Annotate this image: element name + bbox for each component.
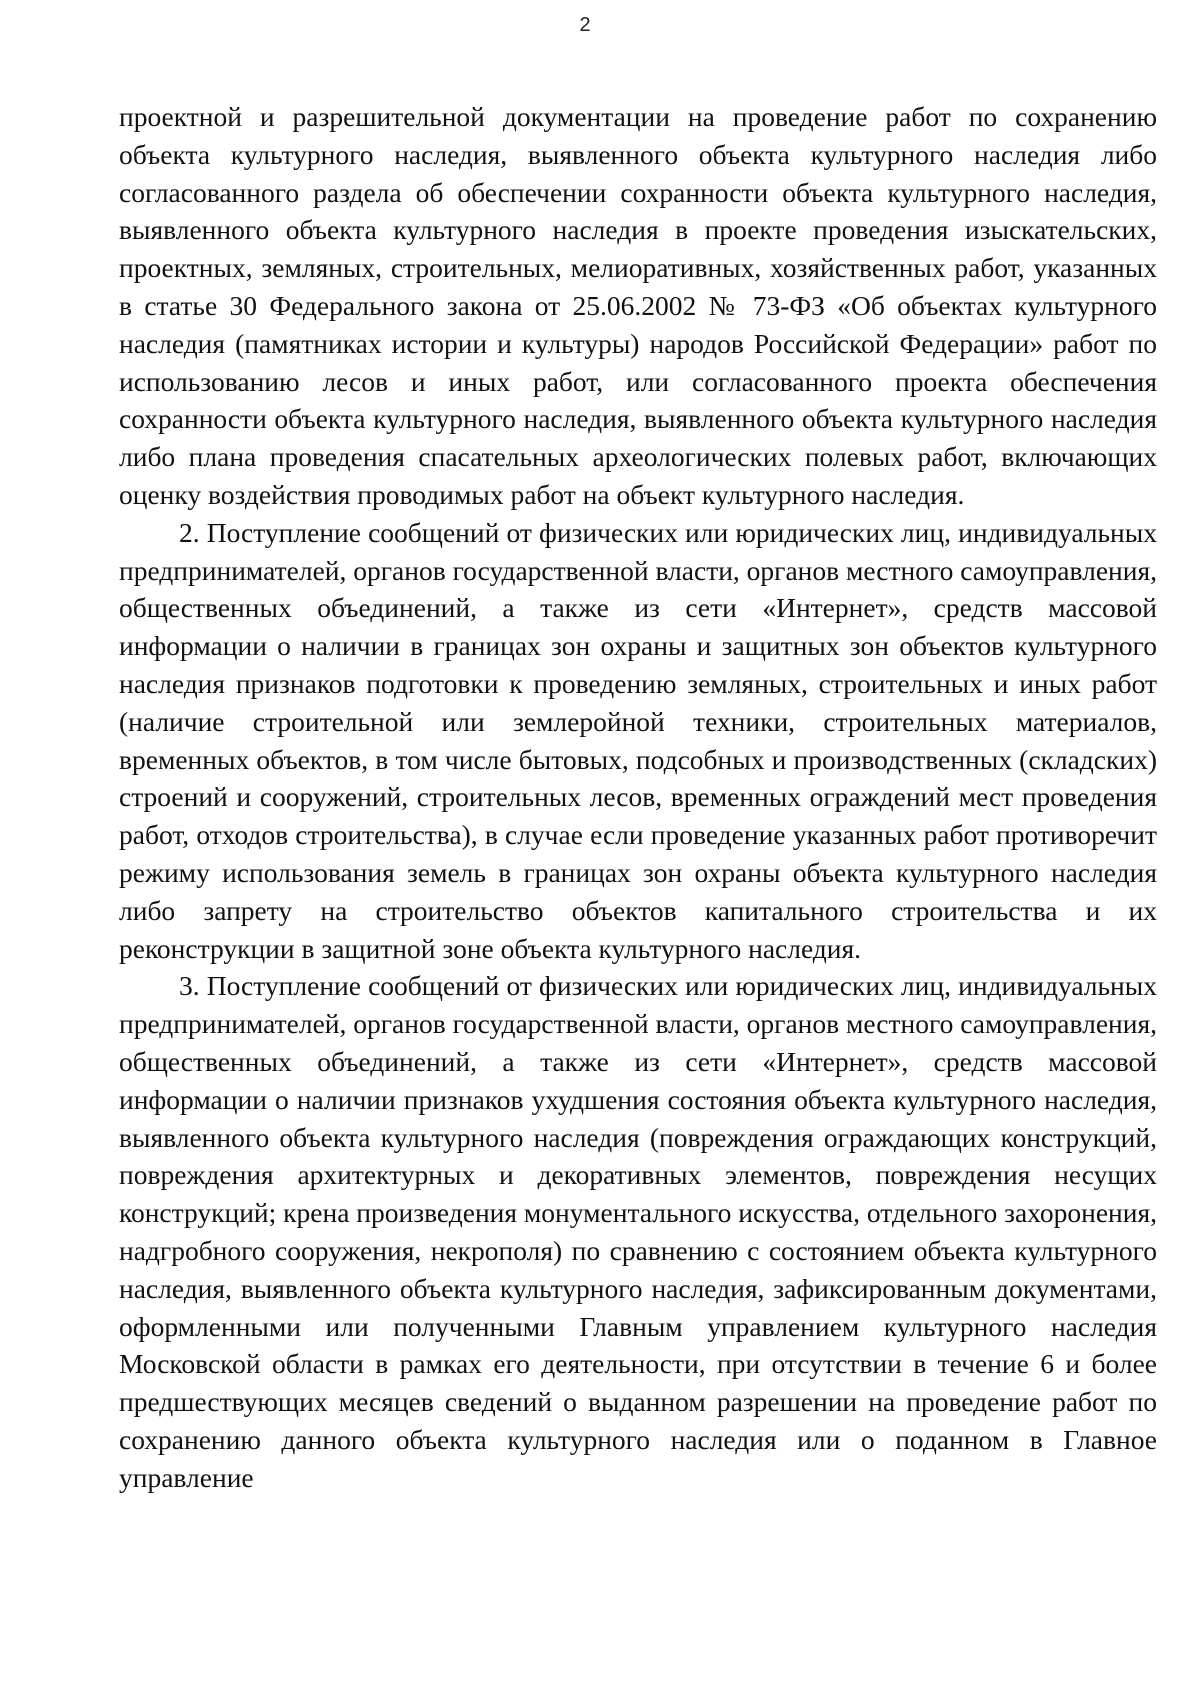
document-body (119, 98, 1157, 1496)
paragraph-item-3: 3. Поступление сообщений от физических или юридических лиц, индивидуальных предпринимателей, органов государственной власти, органов местного самоуправления, общественных объединений, а также из сети «Интернет», средств массовой информации о наличии признаков ухудшения состояния объекта культурного наследия, выявленного объекта культурного наследия (повреждения ограждающих конструкций, повреждения архитектурных и декоративных элементов, повреждения несущих конструкций; крена произведения монументального искусства, отдельного захоронения, надгробного сооружения, некрополя) по сравнению с состоянием объекта культурного наследия, выявленного объекта культурного наследия, зафиксированным документами, оформленными или полученными Главным управлением культурного наследия Московской области в рамках его деятельности, при отсутствии в течение 6 и более предшествующих месяцев сведений о выданном разрешении на проведение работ по сохранению данного объекта культурного наследия или о поданном в Главное управление (119, 970, 1157, 1493)
paragraph-continuation: проектной и разрешительной документации на проведение работ по сохранению объекта культурного наследия, выявленного объекта культурного наследия либо согласованного раздела об обеспечении сохранности объекта культурного наследия, выявленного объекта культурного наследия в проекте проведения изыскательских, проектных, земляных, строительных, мелиоративных, хозяйственных работ, указанных в статье 30 Федерального закона от 25.06.2002 № 73-ФЗ «Об объектах культурного наследия (памятниках истории и культуры) народов Российской Федерации» работ по использованию лесов и иных работ, или согласованного проекта обеспечения сохранности объекта культурного наследия, выявленного объекта культурного наследия либо плана проведения спасательных археологических полевых работ, включающих оценку воздействия проводимых работ на объект культурного наследия. (119, 101, 1157, 510)
page-number: 2 (579, 14, 591, 36)
paragraph-item-2: 2. Поступление сообщений от физических или юридических лиц, индивидуальных предпринимателей, органов государственной власти, органов местного самоуправления, общественных объединений, а также из сети «Интернет», средств массовой информации о наличии в границах зон охраны и защитных зон объектов культурного наследия признаков подготовки к проведению земляных, строительных и иных работ (наличие строительной или землеройной техники, строительных материалов, временных объектов, в том числе бытовых, подсобных и производственных (складских) строений и сооружений, строительных лесов, временных ограждений мест проведения работ, отходов строительства), в случае если проведение указанных работ противоречит режиму использования земель в границах зон охраны объекта культурного наследия либо запрету на строительство объектов капитального строительства и их реконструкции в защитной зоне объекта культурного наследия. (119, 516, 1157, 964)
